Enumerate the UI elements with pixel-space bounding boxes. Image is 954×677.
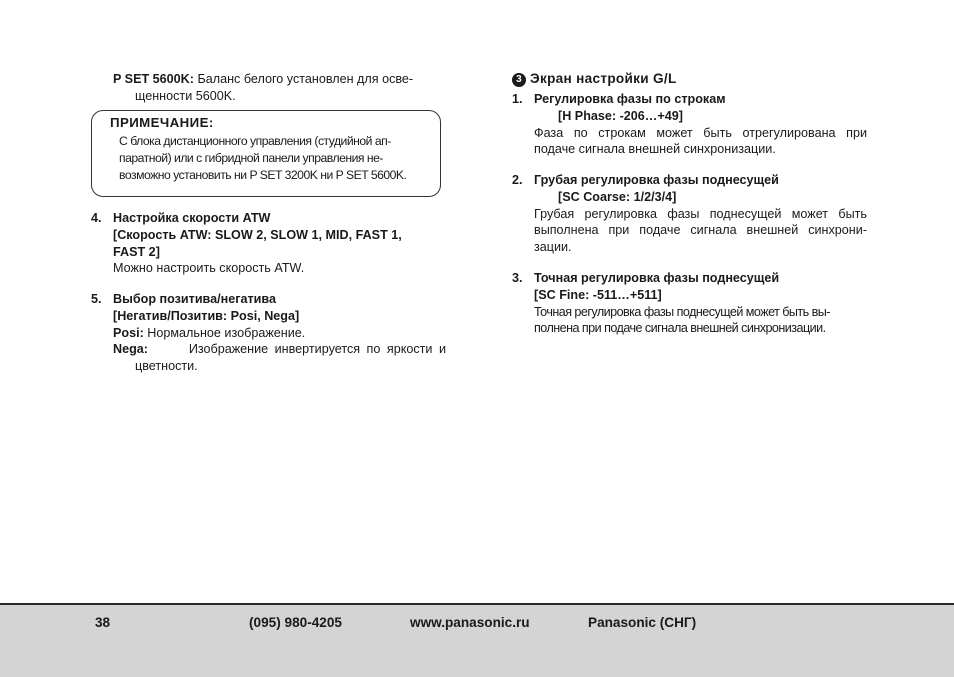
item-description: Можно настроить скорость ATW. — [113, 261, 305, 276]
note-box — [91, 110, 441, 197]
item-param: [SC Fine: -511…+511] — [534, 287, 662, 302]
nega-text-cont: цветности. — [135, 359, 198, 374]
section-gl — [512, 71, 867, 88]
page-footer — [0, 603, 954, 677]
posi-text: Нормальное изображение. — [147, 325, 306, 340]
item-param: [SC Coarse: 1/2/3/4] — [558, 189, 677, 204]
posi-label: Posi: — [113, 325, 144, 340]
item-param: FAST 2] — [113, 244, 160, 259]
item-title: Настройка скорости ATW — [113, 211, 271, 225]
item-number: 5. — [91, 292, 102, 306]
section-number-badge: 3 — [512, 73, 526, 87]
item-description: Фаза по строкам может быть отрегулирована при — [534, 125, 867, 140]
item-description: Точная регулировка фазы поднесущей может быть вы- — [534, 304, 830, 319]
note-line: паратной) или с гибридной панели управления не- — [119, 150, 383, 165]
pset-text: Баланс белого установлен для осве- — [197, 72, 414, 86]
section-title: Экран настройки G/L — [530, 71, 677, 86]
item-4 — [91, 210, 446, 277]
item-description: подаче сигнала внешней синхронизации. — [534, 142, 776, 157]
pset-text-cont: щенности 5600K. — [135, 88, 236, 103]
item-title: Регулировка фазы по строкам — [534, 92, 726, 106]
item-number: 3. — [512, 271, 523, 285]
item-number: 2. — [512, 173, 523, 187]
note-text — [119, 133, 437, 183]
item-param: [H Phase: -206…+49] — [558, 108, 683, 123]
item-1 — [512, 91, 867, 158]
item-5 — [91, 291, 446, 375]
item-3 — [512, 270, 867, 337]
item-description: зации. — [534, 240, 572, 255]
page-number: 38 — [95, 615, 111, 630]
item-description: полнена при подаче сигнала внешней синхронизации. — [534, 321, 826, 336]
pset-5600k-block — [113, 71, 443, 105]
item-number: 1. — [512, 92, 523, 106]
item-title: Точная регулировка фазы поднесущей — [534, 271, 780, 285]
item-title: Грубая регулировка фазы поднесущей — [534, 173, 779, 187]
footer-phone: (095) 980-4205 — [249, 615, 342, 630]
item-description: Грубая регулировка фазы поднесущей может быть — [534, 206, 867, 221]
item-number: 4. — [91, 211, 102, 225]
note-title: ПРИМЕЧАНИЕ: — [110, 115, 214, 130]
item-param: [Негатив/Позитив: Posi, Nega] — [113, 308, 300, 323]
item-param: [Скорость ATW: SLOW 2, SLOW 1, MID, FAST 1, — [113, 227, 402, 242]
nega-text: Изображение инвертируется по яркости и — [188, 342, 446, 357]
nega-label: Nega: — [113, 342, 148, 357]
item-description: выполнена при подаче сигнала внешней синхрони- — [534, 223, 867, 238]
item-2 — [512, 172, 867, 256]
item-title: Выбор позитива/негатива — [113, 292, 276, 306]
pset-label: P SET 5600K: — [113, 72, 194, 86]
note-line: С блока дистанционного управления (студийной ап- — [119, 134, 391, 148]
footer-website: www.panasonic.ru — [410, 615, 530, 630]
note-line: возможно установить ни P SET 3200K ни P SET 5600K. — [119, 167, 407, 182]
footer-brand: Panasonic (СНГ) — [588, 615, 697, 630]
